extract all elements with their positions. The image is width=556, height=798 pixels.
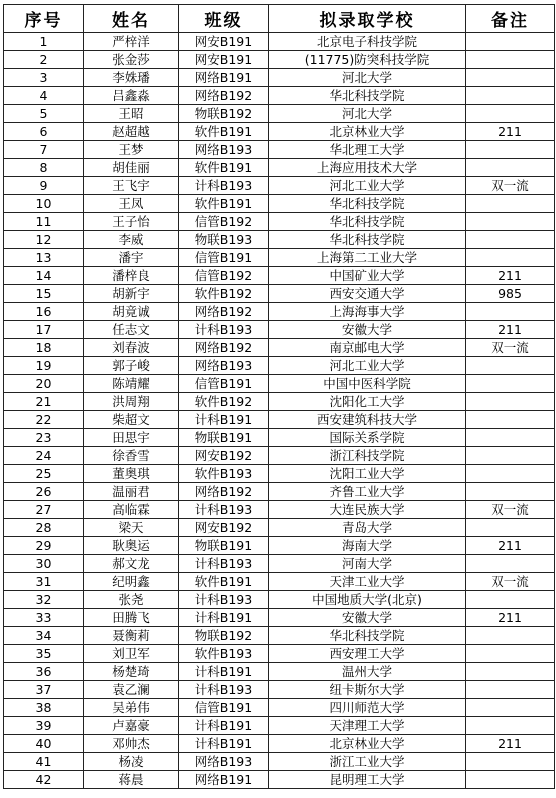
cell-seq: 37 [4,681,84,699]
cell-note [466,429,555,447]
cell-school: 浙江工业大学 [269,753,466,771]
table-row [4,447,555,465]
cell-name: 严梓洋 [84,33,179,51]
cell-class: 信管B191 [179,249,269,267]
cell-school: 浙江科技学院 [269,447,466,465]
cell-name: 杨凌 [84,753,179,771]
cell-name: 吕鑫淼 [84,87,179,105]
cell-note: 双一流 [466,177,555,195]
cell-class: 软件B193 [179,465,269,483]
cell-class: 物联B193 [179,231,269,249]
cell-name: 田腾飞 [84,609,179,627]
cell-school: (11775)防突科技学院 [269,51,466,69]
cell-seq: 33 [4,609,84,627]
cell-school: 华北科技学院 [269,213,466,231]
table-row [4,159,555,177]
header-school: 拟录取学校 [269,5,466,33]
cell-name: 田思宇 [84,429,179,447]
cell-name: 吴弟伟 [84,699,179,717]
cell-seq: 15 [4,285,84,303]
cell-school: 南京邮电大学 [269,339,466,357]
cell-seq: 14 [4,267,84,285]
cell-note: 211 [466,735,555,753]
cell-seq: 25 [4,465,84,483]
cell-school: 西安交通大学 [269,285,466,303]
cell-school: 中国矿业大学 [269,267,466,285]
cell-school: 河北大学 [269,69,466,87]
cell-school: 上海应用技术大学 [269,159,466,177]
cell-class: 信管B192 [179,267,269,285]
cell-class: 物联B191 [179,537,269,555]
table-row [4,195,555,213]
cell-class: 计科B193 [179,591,269,609]
table-row [4,627,555,645]
cell-name: 王飞宇 [84,177,179,195]
cell-class: 软件B191 [179,123,269,141]
cell-name: 温丽君 [84,483,179,501]
cell-note [466,663,555,681]
cell-class: 网络B191 [179,771,269,789]
cell-school: 沈阳工业大学 [269,465,466,483]
cell-name: 陈靖耀 [84,375,179,393]
cell-seq: 20 [4,375,84,393]
cell-class: 网络B192 [179,87,269,105]
cell-seq: 9 [4,177,84,195]
cell-note [466,159,555,177]
cell-name: 刘春波 [84,339,179,357]
cell-school: 河北大学 [269,105,466,123]
cell-note [466,627,555,645]
cell-seq: 23 [4,429,84,447]
cell-class: 软件B193 [179,645,269,663]
cell-class: 物联B191 [179,429,269,447]
cell-seq: 4 [4,87,84,105]
cell-name: 胡竟诚 [84,303,179,321]
cell-school: 华北科技学院 [269,627,466,645]
cell-note [466,681,555,699]
cell-name: 徐香雪 [84,447,179,465]
cell-name: 蒋晨 [84,771,179,789]
cell-note [466,87,555,105]
cell-note [466,195,555,213]
cell-name: 胡佳丽 [84,159,179,177]
cell-class: 网络B193 [179,357,269,375]
table-row [4,411,555,429]
cell-note: 985 [466,285,555,303]
cell-seq: 16 [4,303,84,321]
cell-note [466,33,555,51]
cell-note [466,771,555,789]
cell-name: 任志文 [84,321,179,339]
cell-note [466,231,555,249]
cell-seq: 7 [4,141,84,159]
cell-seq: 38 [4,699,84,717]
table-row [4,429,555,447]
cell-seq: 12 [4,231,84,249]
cell-seq: 42 [4,771,84,789]
cell-name: 耿奥运 [84,537,179,555]
cell-name: 张尧 [84,591,179,609]
cell-school: 西安理工大学 [269,645,466,663]
table-body [4,33,555,789]
cell-note [466,393,555,411]
cell-note [466,699,555,717]
cell-seq: 30 [4,555,84,573]
cell-seq: 35 [4,645,84,663]
cell-class: 软件B192 [179,393,269,411]
cell-class: 网安B192 [179,519,269,537]
cell-note: 211 [466,537,555,555]
cell-name: 王子怡 [84,213,179,231]
cell-name: 袁乙澜 [84,681,179,699]
cell-school: 齐鲁工业大学 [269,483,466,501]
cell-class: 计科B191 [179,609,269,627]
cell-note [466,411,555,429]
cell-seq: 32 [4,591,84,609]
table-row [4,735,555,753]
cell-seq: 24 [4,447,84,465]
cell-name: 纪明鑫 [84,573,179,591]
cell-class: 软件B191 [179,159,269,177]
table-row [4,717,555,735]
cell-seq: 1 [4,33,84,51]
table-row [4,51,555,69]
cell-note [466,465,555,483]
table-row [4,69,555,87]
table-row [4,699,555,717]
cell-note: 双一流 [466,339,555,357]
cell-school: 北京林业大学 [269,735,466,753]
cell-note [466,645,555,663]
cell-school: 西安建筑科技大学 [269,411,466,429]
cell-school: 大连民族大学 [269,501,466,519]
cell-school: 安徽大学 [269,609,466,627]
cell-school: 四川师范大学 [269,699,466,717]
cell-class: 信管B192 [179,213,269,231]
table-row [4,213,555,231]
cell-name: 王梦 [84,141,179,159]
cell-seq: 36 [4,663,84,681]
cell-class: 信管B191 [179,699,269,717]
cell-seq: 29 [4,537,84,555]
table-row [4,87,555,105]
cell-note: 211 [466,267,555,285]
cell-name: 郭子峻 [84,357,179,375]
table-row [4,501,555,519]
table-row [4,177,555,195]
cell-note: 211 [466,123,555,141]
cell-school: 北京电子科技学院 [269,33,466,51]
cell-note [466,483,555,501]
table-row [4,771,555,789]
cell-school: 华北科技学院 [269,231,466,249]
cell-name: 董奥琪 [84,465,179,483]
table-row [4,339,555,357]
cell-seq: 34 [4,627,84,645]
cell-class: 计科B191 [179,411,269,429]
cell-note [466,717,555,735]
cell-class: 网安B191 [179,33,269,51]
cell-note [466,51,555,69]
cell-note [466,753,555,771]
cell-note [466,375,555,393]
header-seq: 序号 [4,5,84,33]
cell-seq: 39 [4,717,84,735]
cell-seq: 27 [4,501,84,519]
header-note: 备注 [466,5,555,33]
table-row [4,645,555,663]
cell-class: 计科B193 [179,681,269,699]
cell-seq: 17 [4,321,84,339]
cell-school: 华北科技学院 [269,195,466,213]
cell-seq: 5 [4,105,84,123]
cell-school: 河北工业大学 [269,177,466,195]
cell-name: 潘宇 [84,249,179,267]
cell-seq: 41 [4,753,84,771]
cell-school: 中国地质大学(北京) [269,591,466,609]
table-row [4,609,555,627]
cell-school: 国际关系学院 [269,429,466,447]
cell-school: 昆明理工大学 [269,771,466,789]
cell-name: 梁天 [84,519,179,537]
cell-class: 网络B191 [179,69,269,87]
cell-class: 物联B192 [179,627,269,645]
cell-class: 信管B191 [179,375,269,393]
cell-seq: 10 [4,195,84,213]
table-row [4,573,555,591]
cell-note [466,69,555,87]
cell-school: 华北理工大学 [269,141,466,159]
cell-class: 物联B192 [179,105,269,123]
cell-school: 中国中医科学院 [269,375,466,393]
table-row [4,519,555,537]
cell-school: 北京林业大学 [269,123,466,141]
cell-note [466,519,555,537]
cell-note [466,591,555,609]
cell-note [466,141,555,159]
cell-class: 网安B192 [179,447,269,465]
cell-note: 211 [466,609,555,627]
cell-name: 柴超文 [84,411,179,429]
cell-name: 洪周翔 [84,393,179,411]
cell-name: 高临霖 [84,501,179,519]
cell-class: 计科B193 [179,555,269,573]
table-row [4,249,555,267]
table-row [4,303,555,321]
table-row [4,267,555,285]
cell-class: 网络B193 [179,141,269,159]
cell-note [466,303,555,321]
cell-name: 胡新宇 [84,285,179,303]
cell-class: 计科B193 [179,321,269,339]
cell-school: 安徽大学 [269,321,466,339]
header-class: 班级 [179,5,269,33]
cell-seq: 13 [4,249,84,267]
cell-note [466,555,555,573]
cell-note [466,249,555,267]
cell-seq: 21 [4,393,84,411]
cell-note: 211 [466,321,555,339]
cell-name: 李姝璠 [84,69,179,87]
cell-school: 上海海事大学 [269,303,466,321]
cell-seq: 28 [4,519,84,537]
table-row [4,105,555,123]
table-row [4,753,555,771]
cell-class: 网络B192 [179,303,269,321]
table-row [4,141,555,159]
cell-class: 计科B193 [179,501,269,519]
table-row [4,231,555,249]
table-row [4,483,555,501]
table-row [4,123,555,141]
cell-school: 海南大学 [269,537,466,555]
cell-name: 邓帅杰 [84,735,179,753]
table-row [4,393,555,411]
cell-class: 网安B191 [179,51,269,69]
cell-name: 潘梓良 [84,267,179,285]
cell-seq: 19 [4,357,84,375]
cell-class: 网络B192 [179,339,269,357]
cell-school: 温州大学 [269,663,466,681]
cell-note: 双一流 [466,573,555,591]
cell-class: 网络B193 [179,753,269,771]
cell-seq: 11 [4,213,84,231]
cell-class: 软件B191 [179,195,269,213]
cell-name: 王昭 [84,105,179,123]
cell-note [466,447,555,465]
cell-school: 河北工业大学 [269,357,466,375]
cell-seq: 2 [4,51,84,69]
cell-seq: 26 [4,483,84,501]
cell-school: 青岛大学 [269,519,466,537]
cell-name: 李威 [84,231,179,249]
cell-class: 计科B191 [179,735,269,753]
admission-table [3,4,555,789]
cell-school: 天津工业大学 [269,573,466,591]
header-row [4,5,555,33]
cell-seq: 40 [4,735,84,753]
cell-seq: 22 [4,411,84,429]
cell-school: 纽卡斯尔大学 [269,681,466,699]
table-row [4,555,555,573]
table-row [4,465,555,483]
table-row [4,537,555,555]
cell-school: 上海第二工业大学 [269,249,466,267]
header-name: 姓名 [84,5,179,33]
cell-name: 郝文龙 [84,555,179,573]
cell-note [466,105,555,123]
table-row [4,663,555,681]
cell-note [466,213,555,231]
cell-name: 赵超越 [84,123,179,141]
table-row [4,321,555,339]
table-row [4,33,555,51]
cell-school: 河南大学 [269,555,466,573]
cell-seq: 3 [4,69,84,87]
cell-school: 沈阳化工大学 [269,393,466,411]
cell-name: 卢嘉豪 [84,717,179,735]
cell-note: 双一流 [466,501,555,519]
cell-seq: 31 [4,573,84,591]
table-row [4,285,555,303]
table-row [4,591,555,609]
cell-school: 华北科技学院 [269,87,466,105]
cell-name: 杨楚琦 [84,663,179,681]
cell-class: 网络B192 [179,483,269,501]
cell-seq: 18 [4,339,84,357]
cell-school: 天津理工大学 [269,717,466,735]
cell-class: 计科B191 [179,717,269,735]
table-row [4,681,555,699]
cell-class: 软件B192 [179,285,269,303]
cell-class: 计科B193 [179,177,269,195]
cell-class: 计科B191 [179,663,269,681]
cell-name: 刘卫军 [84,645,179,663]
cell-name: 张金莎 [84,51,179,69]
table-row [4,357,555,375]
cell-note [466,357,555,375]
cell-class: 软件B191 [179,573,269,591]
cell-seq: 8 [4,159,84,177]
table-row [4,375,555,393]
cell-name: 王凤 [84,195,179,213]
cell-name: 聂衡莉 [84,627,179,645]
cell-seq: 6 [4,123,84,141]
